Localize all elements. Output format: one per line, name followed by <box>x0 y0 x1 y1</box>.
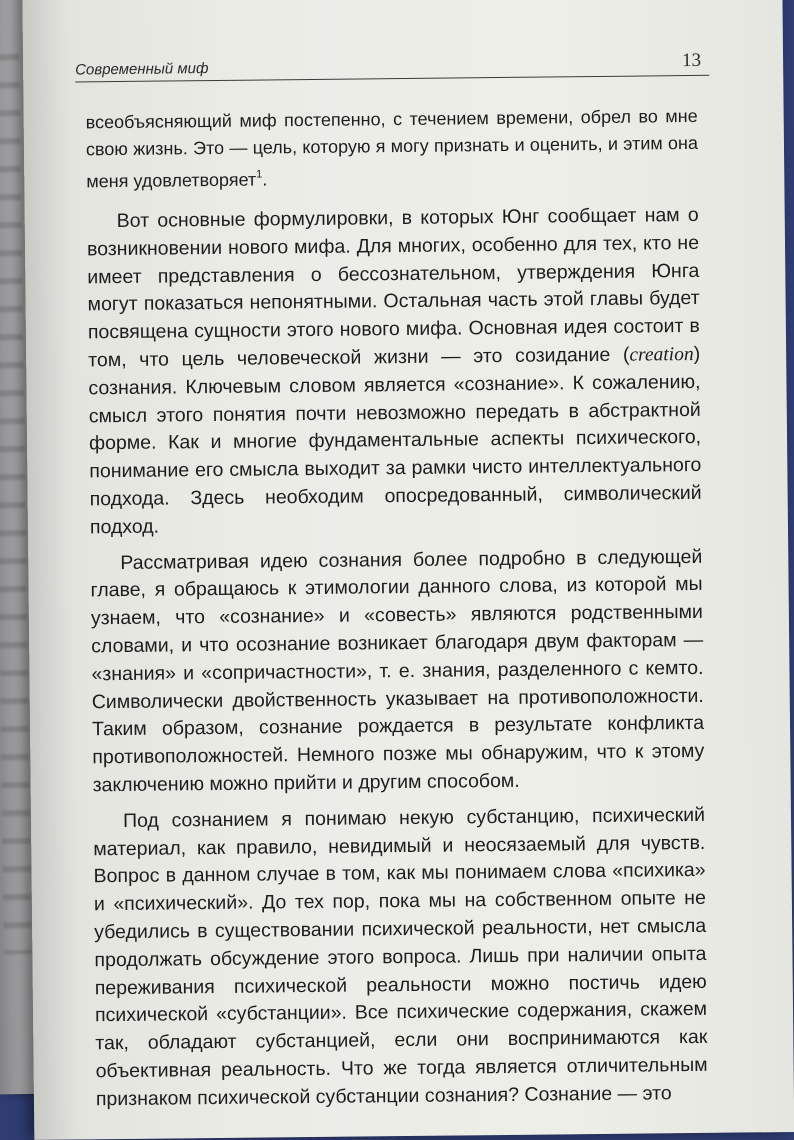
continued-paragraph <box>86 103 699 195</box>
paragraph-3: Под сознанием я понимаю некую субстанцию, психический материал, как правило, невидимый и неосязаемый для чувств. Вопрос в данном случае в том, как мы понимаем слова «психика» и «психический». До тех пор, пока мы на собственном опыте не убедились в существовании психической реальности, нет смысла продолжать обсуждение этого вопроса. Лишь при наличии опыта переживания психической реальности можно постичь идею психической «субстанции». Все психические содержания, скажем так, обладают субстанцией, если они воспринимаются как объективная реальность. Что же тогда является отличительным признаком психической субстанции сознания? Сознание — это <box>93 803 708 1110</box>
paragraph-1 <box>87 202 702 542</box>
paragraph-1-italic-term: creation <box>629 343 694 366</box>
page-header <box>75 45 709 83</box>
paragraph-2: Рассматривая идею сознания более подробно в следующей главе, я обращаюсь к этимологии данного слова, из которой мы узнаем, что «сознание» и «совесть» являются родственными словами, и что осознание возникает благодаря двум факторам — «знания» и «сопричастности», т. е. знания, разделенного с кемто. Символически двойственность указывает на противоположности. Таким образом, сознание рождается в результате конфликта противоположностей. Немного позже мы обнаружим, что к этому заключению можно прийти и другим способом. <box>90 545 705 797</box>
paragraph-1-text-a: Вот основные формулировки, в которых Юнг сообщает нам о возникновении нового мифа. Для многих, особенно для тех, кто не имеет представления о бессознательном, утверждения Юнга могут показаться непонятными. Остальная часть этой главы будет посвящена сущности этого нового мифа. Основная идея состоит в том, что цель человеческой жизни — это созидание ( <box>86 203 700 372</box>
page-number: 13 <box>681 49 702 72</box>
footnote-marker: 1 <box>256 168 263 181</box>
paragraph-1-text-b: ) сознания. Ключевым словом является «сознание». К сожалению, смысл этого понятия почти невозможно передать в абстрактной форме. Как и многие фундаментальные аспекты психического, понимание его смысла выходит за рамки чисто интеллектуального подхода. Здесь необходим опосредованный, символический подход. <box>88 342 702 539</box>
continued-text: всеобъясняющий миф постепенно, с течением времени, обрел во мне свою жизнь. Это — цель, которую я могу признать и оценить, и этим она меня удовлетворяет <box>85 105 699 192</box>
running-title: Современный миф <box>75 60 209 79</box>
book-page <box>22 0 794 1140</box>
page-body <box>86 103 709 1122</box>
continued-text-end: . <box>262 169 268 190</box>
